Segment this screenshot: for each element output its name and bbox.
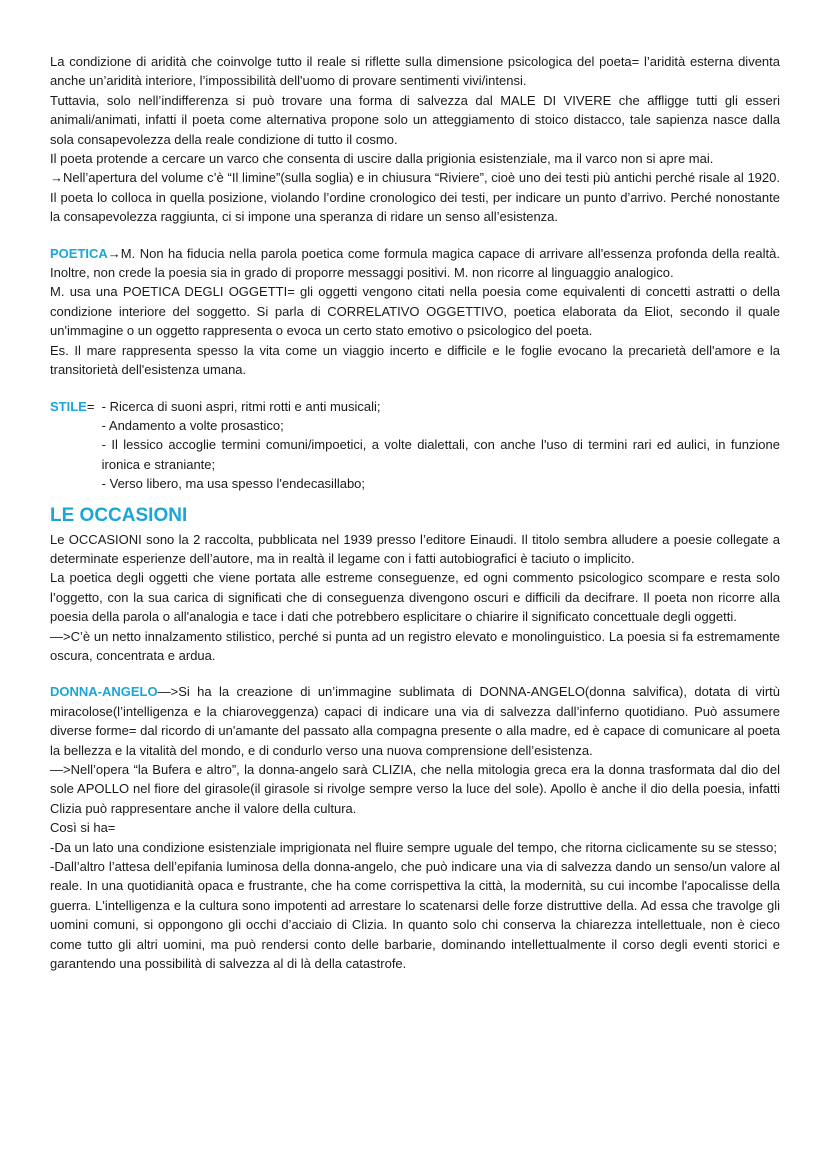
stile-lead — [50, 397, 102, 494]
occasioni-heading: LE OCCASIONI — [50, 504, 188, 526]
occasioni-paragraph: —>C’è un netto innalzamento stilistico, perché si punta ad un registro elevato e monolinguistico. La poesia si fa estremamente oscura, concentrata e ardua. — [50, 628, 780, 663]
stile-list — [102, 397, 780, 494]
arrow-icon: → — [107, 245, 121, 261]
stile-item: - Andamento a volte prosastico; — [101, 417, 284, 433]
stile-section — [50, 397, 780, 494]
poetica-first-line — [50, 244, 780, 283]
stile-item: - Il lessico accoglie termini comuni/impoetici, a volte dialettali, con anche l'uso di termini rari ed aulici, in funzione ironica e straniante; — [101, 437, 780, 472]
poetica-first-text: M. Non ha fiducia nella parola poetica come formula magica capace di arrivare all'essenza profonda della realtà. Inoltre, non crede la poesia sia in grado di proporre messaggi positivi. M. non ricorre al linguaggio analogico. — [50, 245, 780, 281]
intro-section — [50, 52, 780, 227]
stile-label: STILE — [50, 398, 87, 414]
donna-paragraph: -Da un lato una condizione esistenziale imprigionata nel fluire sempre uguale del tempo, che ritorna ciclicamente su se stesso; — [50, 839, 777, 855]
stile-item: - Ricerca di suoni aspri, ritmi rotti e anti musicali; — [101, 398, 381, 414]
occasioni-section — [50, 504, 780, 666]
stile-item: - Verso libero, ma usa spesso l'endecasillabo; — [101, 476, 366, 492]
intro-paragraph: Il poeta protende a cercare un varco che consenta di uscire dalla prigionia esistenziale, ma il varco non si apre mai. — [50, 151, 714, 167]
stile-separator: = — [86, 398, 102, 414]
donna-first-paragraph — [50, 682, 780, 760]
intro-paragraph: La condizione di aridità che coinvolge tutto il reale si riflette sulla dimensione psicologica del poeta= l’aridità esterna diventa anche un’aridità interiore, l’impossibilità dell'uomo di provare sentimenti vivi/intensi. — [50, 54, 780, 89]
donna-paragraph: Così si ha= — [50, 820, 116, 836]
poetica-paragraph: Es. Il mare rappresenta spesso la vita come un viaggio incerto e difficile e le foglie evocano la precarietà dell'amore e la transitorietà dell'esistenza umana. — [50, 342, 780, 378]
donna-angelo-section — [50, 682, 780, 973]
donna-label: DONNA-ANGELO — [50, 684, 158, 700]
poetica-section — [50, 244, 780, 380]
donna-first-text: —>Si ha la creazione di un’immagine sublimata di DONNA-ANGELO(donna salvifica), dotata di virtù miracolose(l’intelligenza e la chiaroveggenza) capaci di indicare una via di salvezza dall’inferno quotidiano. Può assumere diverse forme= dal ricordo di un'amante del passato alla compagna presente o alla madre, ed è capace di comunicare al poeta la bellezza e la vitalità del mondo, e di condurlo verso una nuova comprensione dell’esistenza. — [50, 684, 780, 758]
intro-paragraph: →Nell’apertura del volume c’è “Il limine”(sulla soglia) e in chiusura “Riviere”, cioè uno dei testi più antichi perché risale al 1920. Il poeta lo colloca in quella posizione, violando l’ordine cronologico dei testi, per indicare un punto d’arrivo. Perché nonostante la consapevolezza raggiunta, ci si impone una speranza di ridare un senso all’esistenza. — [50, 170, 780, 225]
intro-paragraph: Tuttavia, solo nell’indifferenza si può trovare una forma di salvezza dal MALE DI VIVERE che affligge tutti gli esseri animali/animati, infatti il poeta come alternativa propone solo un atteggiamento di stoico distacco, tale sapienza nasce dalla sola consapevolezza della reale condizione di tutto il cosmo. — [50, 92, 780, 147]
occasioni-paragraph: La poetica degli oggetti che viene portata alle estreme conseguenze, ed ogni commento psicologico scompare e resta solo l’oggetto, con la sua carica di significati che di conseguenza divengono oscuri e difficili da decifrare. Il poeta non ricorre alla poesia della parola o all'analogia e tace i dati che potrebbero esplicitare o chiarire il significato concettuale degli oggetti. — [50, 570, 780, 625]
occasioni-paragraph: Le OCCASIONI sono la 2 raccolta, pubblicata nel 1939 presso l’editore Einaudi. Il titolo sembra alludere a poesie collegate a determinate esperienze dell’autore, ma in realtà il legame con i fatti autobiografici è taciuto o implicito. — [50, 531, 780, 566]
donna-paragraph: -Dall’altro l’attesa dell’epifania luminosa della donna-angelo, che può indicare una via di salvezza dando un senso/un valore al reale. In una quotidianità opaca e frustrante, che ha come corrispettiva la città, la modernità, su cui incombe l'apocalisse della guerra. L'intelligenza e la cultura sono impotenti ad arrestare lo scatenarsi delle forze distruttive della. Ad essa che travolge gli uomini comuni, si oppongono gli occhi d’acciaio di Clizia. In quanto solo chi conserva la chiarezza intellettuale, non è cieco come tutto gli altri uomini, ma può rendersi conto delle barbarie, dominando intellettualmente il corso degli eventi storici e garantendo una possibilità di salvezza al di là della catastrofe. — [50, 859, 780, 972]
poetica-label: POETICA — [50, 245, 108, 261]
poetica-paragraph: M. usa una POETICA DEGLI OGGETTI= gli oggetti vengono citati nella poesia come equivalenti di concetti astratti o della condizione interiore del soggetto. Si parla di CORRELATIVO OGGETTIVO, poetica elaborata da Eliot, secondo il quale un'immagine o un oggetto rappresenta o evoca un certo stato emotivo o psicologico del poeta. — [50, 284, 780, 339]
document-page — [50, 52, 780, 973]
donna-paragraph: —>Nell’opera “la Bufera e altro”, la donna-angelo sarà CLIZIA, che nella mitologia greca era la donna trasformata dal dio del sole APOLLO nel fiore del girasole(il girasole si rivolge sempre verso la luce del sole). Apollo è anche il dio della poesia, infatti Clizia può rappresentare anche il valore della cultura. — [50, 762, 780, 816]
